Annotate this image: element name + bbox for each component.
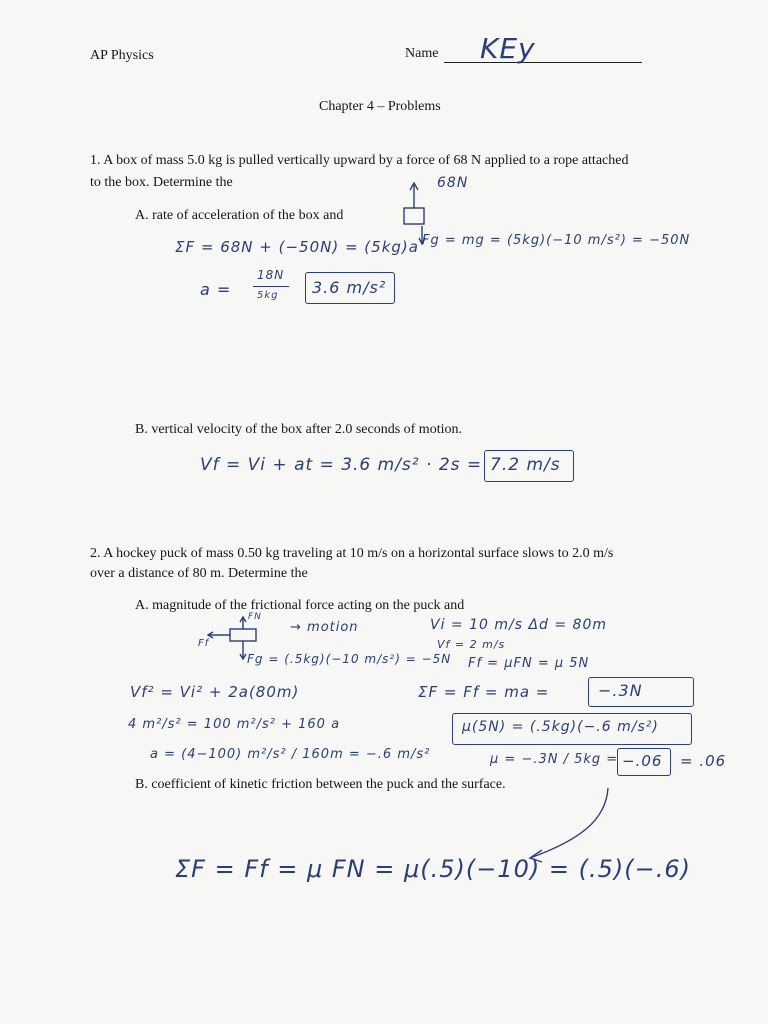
name-label: Name — [405, 46, 439, 61]
problem1-prompt-line2: to the box. Determine the — [90, 175, 233, 190]
problem1-part-a-label: A. rate of acceleration of the box and — [135, 208, 344, 223]
problem2-fg-eq: Fg = (.5kg)(−10 m/s²) = −5N — [247, 652, 452, 666]
problem2-sum-f-answer: −.3N — [598, 681, 643, 700]
name-underline — [444, 62, 642, 63]
problem2-mu-eq1: μ(5N) = (.5kg)(−.6 m/s²) — [462, 719, 659, 735]
problem2-part-b-label: B. coefficient of kinetic friction between the puck and the surface. — [135, 777, 506, 792]
problem1-eq-a-den: 5kg — [257, 290, 279, 301]
problem1-eq-fg: Fg = mg = (5kg)(−10 m/s²) = −50N — [422, 233, 691, 248]
problem2-kinematic-eq3: a = (4−100) m²/s² / 160m = −.6 m/s² — [150, 747, 431, 762]
problem2-ff-eq: Ff = μFN = μ 5N — [468, 656, 590, 671]
problem2-fn-label: FN — [248, 612, 262, 622]
course-title: AP Physics — [90, 48, 154, 63]
problem2-mu-final: = .06 — [680, 752, 727, 770]
page-title: Chapter 4 – Problems — [319, 99, 441, 114]
problem2-ff-label: Ff — [198, 638, 210, 649]
problem2-kinematic-eq2: 4 m²/s² = 100 m²/s² + 160 a — [128, 717, 341, 732]
problem2-part-b-big-eq: ΣF = Ff = μ FN = μ(.5)(−10) = (.5)(−.6) — [175, 855, 691, 883]
problem2-part-a-label: A. magnitude of the frictional force acting on the puck and — [135, 598, 465, 613]
problem1-eq-a-num: 18N — [257, 268, 285, 282]
problem1-prompt-line1: 1. A box of mass 5.0 kg is pulled vertically upward by a force of 68 N applied to a rope attached — [90, 153, 629, 168]
fraction-bar — [253, 286, 289, 287]
problem2-sum-f: ΣF = Ff = ma = — [418, 683, 550, 701]
problem1-part-b-eq: Vf = Vi + at = 3.6 m/s² · 2s = — [200, 455, 483, 475]
problem2-givens-line1: Vi = 10 m/s Δd = 80m — [430, 617, 608, 633]
problem1-part-a-answer: 3.6 m/s² — [312, 278, 387, 297]
problem2-kinematic-eq1: Vf² = Vi² + 2a(80m) — [130, 683, 300, 701]
problem1-part-b-answer: 7.2 m/s — [490, 455, 561, 475]
puck-force-diagram — [200, 615, 270, 675]
problem2-givens-line2: Vf = 2 m/s — [437, 638, 506, 651]
problem2-mu-eq2: μ = −.3N / 5kg = — [490, 752, 619, 767]
problem2-prompt-line1: 2. A hockey puck of mass 0.50 kg traveling at 10 m/s on a horizontal surface slows to 2.0 m/s — [90, 546, 614, 561]
problem1-eq-a-lhs: a = — [200, 280, 232, 299]
problem1-force-label: 68N — [437, 175, 469, 191]
problem1-part-b-label: B. vertical velocity of the box after 2.0 seconds of motion. — [135, 422, 462, 437]
problem2-motion-label: → motion — [290, 620, 359, 635]
problem2-prompt-line2: over a distance of 80 m. Determine the — [90, 566, 308, 581]
name-handwritten: KEy — [480, 32, 536, 65]
problem1-eq-sum-forces: ΣF = 68N + (−50N) = (5kg)a — [175, 238, 419, 256]
problem2-mu-answer: −.06 — [622, 752, 663, 770]
